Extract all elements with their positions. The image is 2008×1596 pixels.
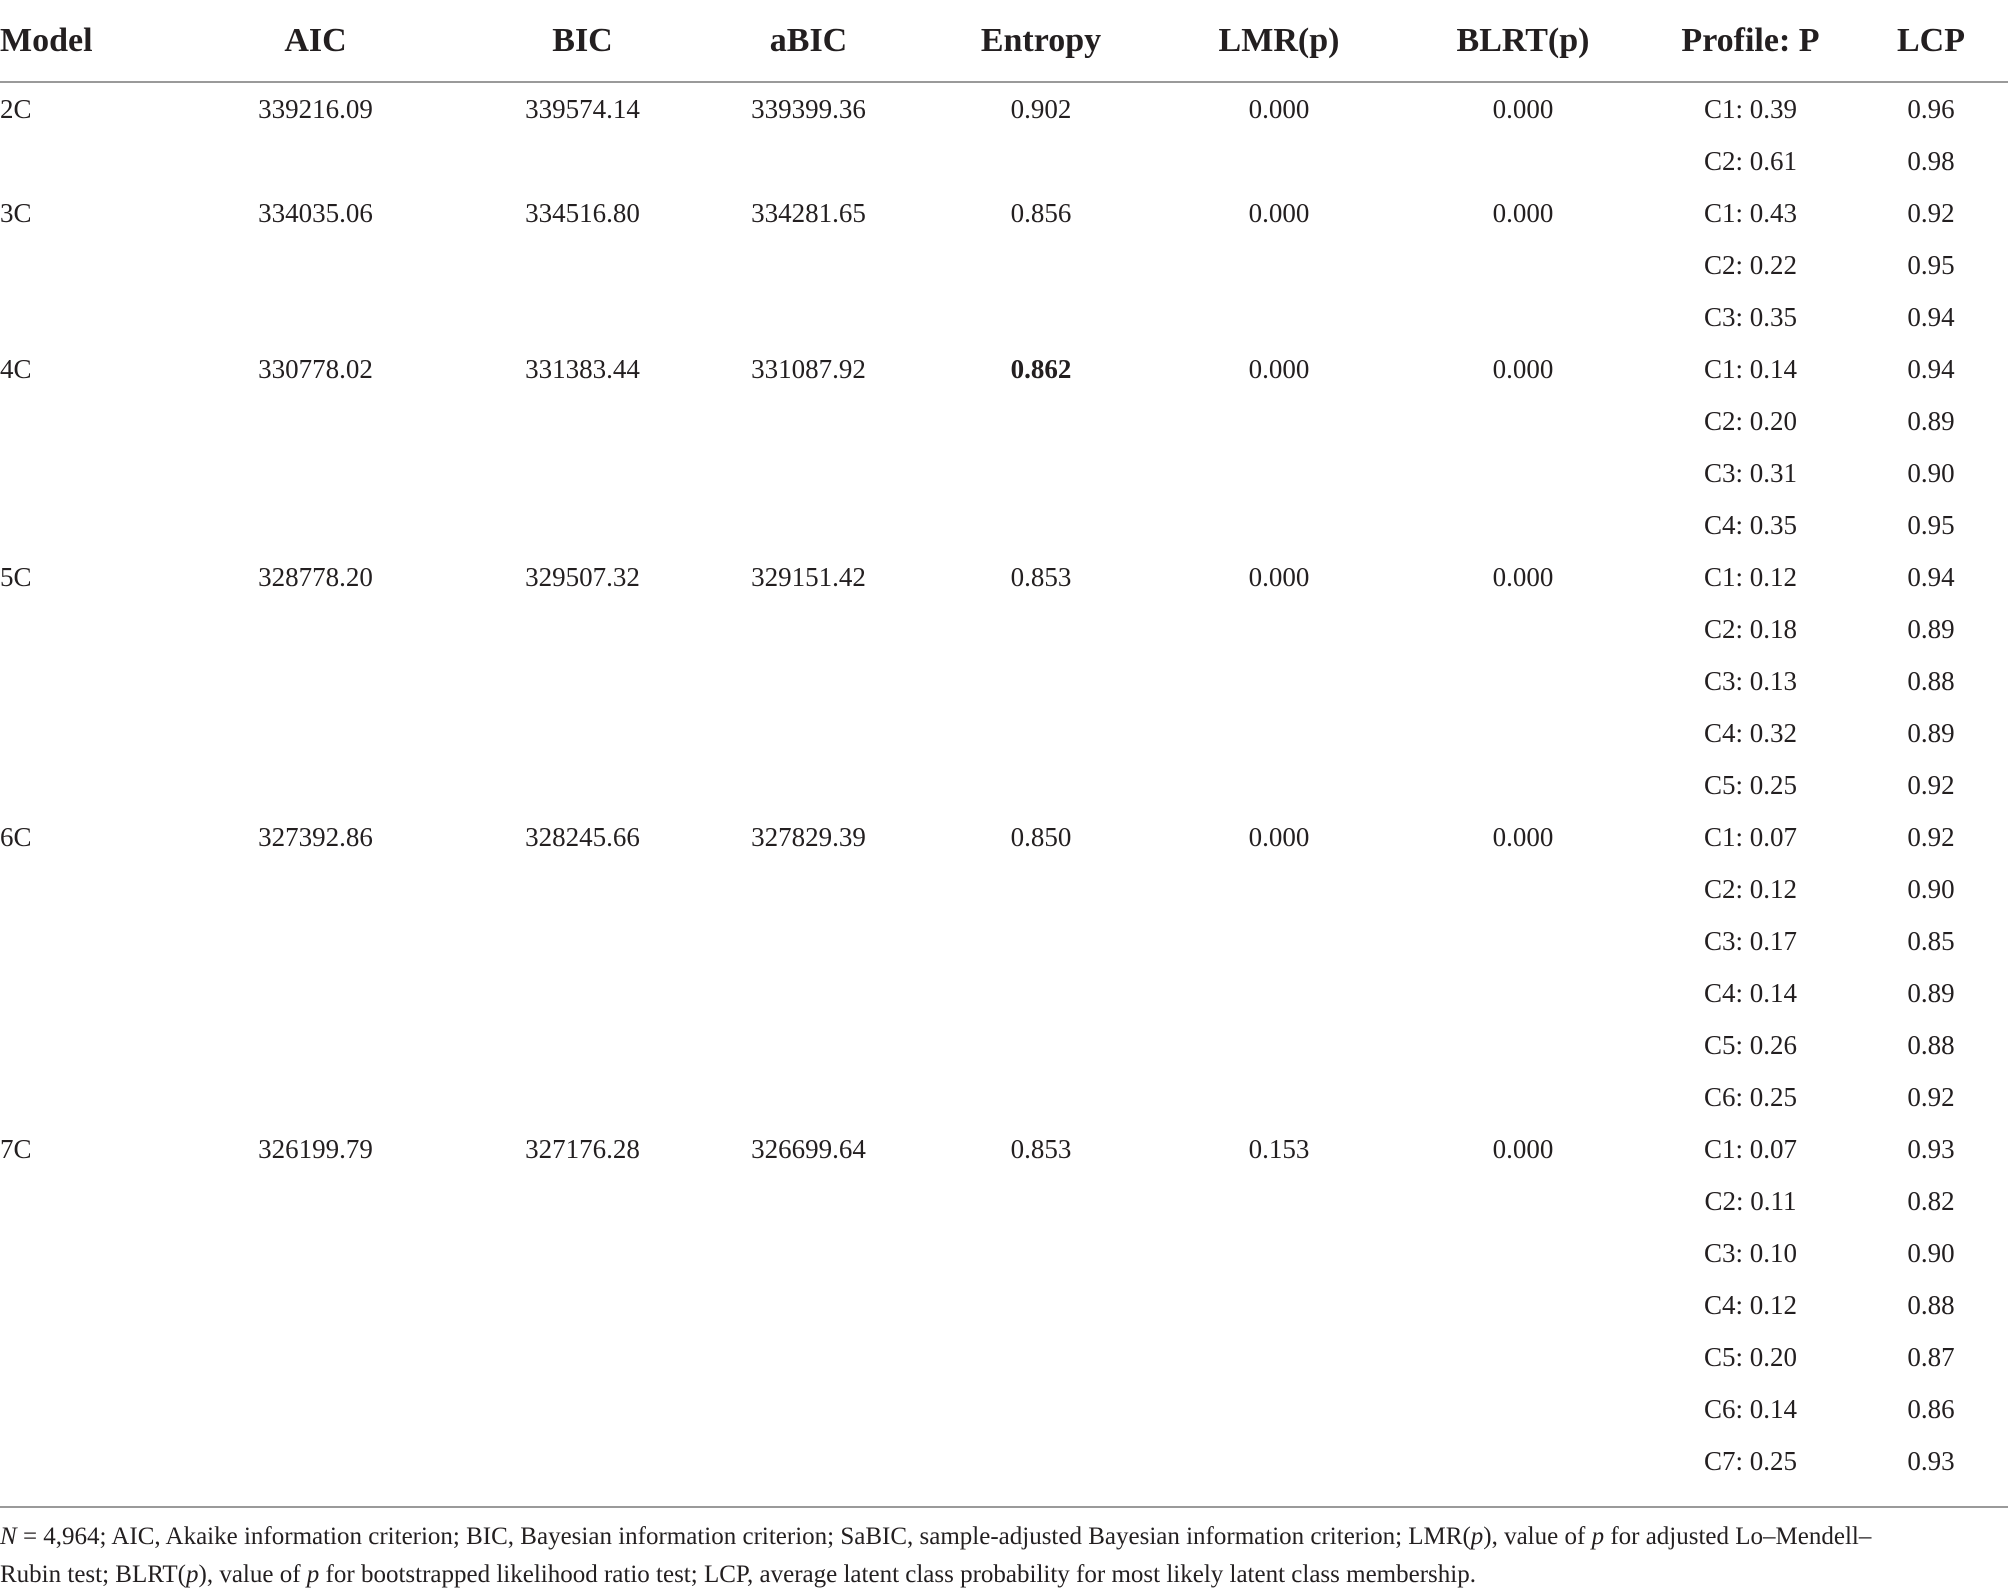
cell-bic: 327176.28 <box>525 1134 640 1164</box>
cell-model <box>0 1071 160 1123</box>
cell-model: 3C <box>0 198 32 228</box>
cell-empty <box>1159 1227 1399 1279</box>
cell-empty <box>1399 707 1647 759</box>
header-aic: AIC <box>160 0 471 82</box>
cell-model <box>0 915 160 967</box>
cell-model <box>0 967 160 1019</box>
cell-empty <box>1399 1019 1647 1071</box>
cell-profile: C4: 0.14 <box>1703 978 1797 1008</box>
table-row <box>0 1019 2008 1071</box>
cell-model <box>0 1435 160 1487</box>
cell-abic: 334281.65 <box>751 198 866 228</box>
table-row <box>0 759 2008 811</box>
table-row <box>0 499 2008 551</box>
cell-lcp: 0.92 <box>1907 770 1955 800</box>
cell-lcp: 0.93 <box>1907 1134 1955 1164</box>
cell-empty <box>160 1383 471 1435</box>
cell-empty <box>923 291 1159 343</box>
cell-model <box>0 395 160 447</box>
cell-empty <box>471 1383 694 1435</box>
cell-empty <box>1399 135 1647 187</box>
cell-empty <box>160 1071 471 1123</box>
cell-lcp: 0.96 <box>1907 94 1955 124</box>
cell-lcp: 0.89 <box>1907 978 1955 1008</box>
cell-empty <box>923 967 1159 1019</box>
table-row <box>0 239 2008 291</box>
cell-model <box>0 1279 160 1331</box>
header-profile: Profile: P <box>1647 0 1854 82</box>
cell-empty <box>923 447 1159 499</box>
cell-empty <box>923 499 1159 551</box>
cell-lcp: 0.90 <box>1907 874 1955 904</box>
cell-aic: 330778.02 <box>258 354 373 384</box>
cell-abic: 331087.92 <box>751 354 866 384</box>
cell-empty <box>160 1227 471 1279</box>
cell-model <box>0 759 160 811</box>
cell-abic: 327829.39 <box>751 822 866 852</box>
table-row <box>0 655 2008 707</box>
header-lcp: LCP <box>1854 0 2008 82</box>
cell-empty <box>471 1071 694 1123</box>
footnote-segment: ), value of <box>198 1561 307 1588</box>
cell-empty <box>471 759 694 811</box>
cell-empty <box>1159 759 1399 811</box>
table-row <box>0 343 2008 395</box>
cell-empty <box>923 707 1159 759</box>
cell-empty <box>160 447 471 499</box>
cell-profile: C6: 0.14 <box>1703 1394 1797 1424</box>
cell-lcp: 0.89 <box>1907 718 1955 748</box>
cell-empty <box>1399 1435 1647 1487</box>
cell-empty <box>471 499 694 551</box>
cell-empty <box>694 1383 923 1435</box>
cell-empty <box>694 603 923 655</box>
cell-model <box>0 1331 160 1383</box>
footnote-segment: = 4,964; AIC, Akaike information criterion; BIC, Bayesian information criterion; SaBIC, sample-adjusted Bayesian information criterion; LMR( <box>16 1523 1471 1550</box>
cell-empty <box>471 395 694 447</box>
cell-empty <box>160 239 471 291</box>
cell-empty <box>694 759 923 811</box>
table-row <box>0 1175 2008 1227</box>
cell-model: 5C <box>0 562 32 592</box>
table-row <box>0 82 2008 135</box>
cell-model <box>0 655 160 707</box>
table-body <box>0 82 2008 1487</box>
table-row <box>0 1071 2008 1123</box>
cell-lcp: 0.87 <box>1907 1342 1955 1372</box>
cell-lmr: 0.000 <box>1248 562 1310 592</box>
cell-empty <box>694 135 923 187</box>
cell-empty <box>471 1175 694 1227</box>
cell-empty <box>471 707 694 759</box>
cell-model <box>0 863 160 915</box>
cell-empty <box>1159 499 1399 551</box>
table-header-row <box>0 0 2008 82</box>
cell-lcp: 0.92 <box>1907 1082 1955 1112</box>
cell-abic: 326699.64 <box>751 1134 866 1164</box>
cell-empty <box>923 395 1159 447</box>
footnote-segment: for bootstrapped likelihood ratio test; LCP, average latent class probability for most likely latent class membership. <box>319 1561 1476 1588</box>
cell-lmr: 0.000 <box>1248 94 1310 124</box>
cell-blrt: 0.000 <box>1492 354 1554 384</box>
cell-entropy: 0.862 <box>1010 354 1072 384</box>
cell-empty <box>923 603 1159 655</box>
cell-lcp: 0.92 <box>1907 198 1955 228</box>
cell-empty <box>160 395 471 447</box>
cell-profile: C4: 0.12 <box>1703 1290 1797 1320</box>
cell-empty <box>1399 759 1647 811</box>
table-row <box>0 1435 2008 1487</box>
cell-bic: 339574.14 <box>525 94 640 124</box>
table-row <box>0 863 2008 915</box>
cell-abic: 339399.36 <box>751 94 866 124</box>
cell-empty <box>471 239 694 291</box>
cell-model <box>0 291 160 343</box>
cell-empty <box>160 291 471 343</box>
cell-empty <box>160 1175 471 1227</box>
cell-empty <box>471 447 694 499</box>
cell-empty <box>1159 1019 1399 1071</box>
cell-bic: 331383.44 <box>525 354 640 384</box>
cell-empty <box>471 863 694 915</box>
cell-empty <box>694 1019 923 1071</box>
cell-lcp: 0.94 <box>1907 562 1955 592</box>
cell-empty <box>160 863 471 915</box>
footnote-segment: p <box>186 1561 199 1588</box>
table-row <box>0 395 2008 447</box>
table-row <box>0 811 2008 863</box>
table-row <box>0 707 2008 759</box>
cell-empty <box>694 655 923 707</box>
cell-empty <box>923 1175 1159 1227</box>
cell-empty <box>1399 1383 1647 1435</box>
cell-empty <box>1399 395 1647 447</box>
footnote-segment: N <box>0 1523 17 1550</box>
cell-empty <box>1399 967 1647 1019</box>
table-row <box>0 551 2008 603</box>
cell-bic: 334516.80 <box>525 198 640 228</box>
table-row <box>0 187 2008 239</box>
cell-lcp: 0.94 <box>1907 354 1955 384</box>
cell-empty <box>160 967 471 1019</box>
cell-empty <box>160 499 471 551</box>
cell-empty <box>1399 603 1647 655</box>
cell-lcp: 0.85 <box>1907 926 1955 956</box>
cell-empty <box>1159 291 1399 343</box>
cell-profile: C3: 0.35 <box>1703 302 1797 332</box>
table-row <box>0 1227 2008 1279</box>
cell-empty <box>923 1331 1159 1383</box>
table-row <box>0 1331 2008 1383</box>
cell-empty <box>923 1383 1159 1435</box>
cell-empty <box>694 291 923 343</box>
cell-empty <box>1159 1279 1399 1331</box>
cell-model <box>0 1383 160 1435</box>
cell-empty <box>923 1279 1159 1331</box>
cell-empty <box>471 135 694 187</box>
cell-empty <box>1159 603 1399 655</box>
cell-profile: C5: 0.25 <box>1703 770 1797 800</box>
header-lmr: LMR(p) <box>1159 0 1399 82</box>
cell-empty <box>1399 291 1647 343</box>
table-row <box>0 967 2008 1019</box>
cell-empty <box>694 967 923 1019</box>
cell-empty <box>1159 915 1399 967</box>
cell-profile: C1: 0.43 <box>1703 198 1797 228</box>
cell-lcp: 0.88 <box>1907 666 1955 696</box>
cell-lcp: 0.95 <box>1907 510 1955 540</box>
cell-empty <box>694 395 923 447</box>
cell-model <box>0 1175 160 1227</box>
table-row <box>0 291 2008 343</box>
cell-lcp: 0.89 <box>1907 406 1955 436</box>
cell-empty <box>1399 863 1647 915</box>
footnote-segment: p <box>1591 1523 1605 1550</box>
cell-profile: C1: 0.14 <box>1703 354 1797 384</box>
cell-entropy: 0.853 <box>1010 562 1072 592</box>
cell-abic: 329151.42 <box>751 562 866 592</box>
cell-profile: C1: 0.07 <box>1703 822 1797 852</box>
cell-lcp: 0.88 <box>1907 1290 1955 1320</box>
cell-empty <box>694 1435 923 1487</box>
cell-lmr: 0.153 <box>1248 1134 1310 1164</box>
cell-lcp: 0.95 <box>1907 250 1955 280</box>
cell-empty <box>1159 1175 1399 1227</box>
cell-empty <box>1399 655 1647 707</box>
cell-profile: C1: 0.12 <box>1703 562 1797 592</box>
cell-empty <box>1399 915 1647 967</box>
cell-lcp: 0.88 <box>1907 1030 1955 1060</box>
cell-blrt: 0.000 <box>1492 94 1554 124</box>
cell-empty <box>160 1435 471 1487</box>
cell-entropy: 0.856 <box>1010 198 1072 228</box>
table-bottom-rule <box>0 1506 2008 1508</box>
cell-empty <box>1159 707 1399 759</box>
cell-empty <box>471 291 694 343</box>
cell-empty <box>1159 395 1399 447</box>
cell-empty <box>923 239 1159 291</box>
cell-empty <box>471 967 694 1019</box>
cell-lcp: 0.90 <box>1907 1238 1955 1268</box>
cell-empty <box>694 1279 923 1331</box>
table-row <box>0 1383 2008 1435</box>
cell-empty <box>160 1331 471 1383</box>
cell-empty <box>1399 1071 1647 1123</box>
header-model: Model <box>0 0 160 82</box>
cell-model: 7C <box>0 1134 32 1164</box>
cell-empty <box>1399 1331 1647 1383</box>
cell-empty <box>160 135 471 187</box>
cell-empty <box>471 655 694 707</box>
cell-empty <box>923 759 1159 811</box>
table-row <box>0 1279 2008 1331</box>
cell-empty <box>694 239 923 291</box>
cell-profile: C3: 0.10 <box>1703 1238 1797 1268</box>
cell-empty <box>471 1019 694 1071</box>
cell-profile: C3: 0.17 <box>1703 926 1797 956</box>
cell-empty <box>923 1435 1159 1487</box>
cell-empty <box>923 655 1159 707</box>
cell-profile: C1: 0.39 <box>1703 94 1797 124</box>
cell-empty <box>471 603 694 655</box>
cell-empty <box>1159 967 1399 1019</box>
cell-empty <box>160 759 471 811</box>
cell-model: 4C <box>0 354 32 384</box>
cell-aic: 327392.86 <box>258 822 373 852</box>
cell-lcp: 0.98 <box>1907 146 1955 176</box>
cell-empty <box>1399 1279 1647 1331</box>
cell-empty <box>1399 239 1647 291</box>
cell-aic: 328778.20 <box>258 562 373 592</box>
cell-bic: 328245.66 <box>525 822 640 852</box>
cell-lcp: 0.90 <box>1907 458 1955 488</box>
cell-model <box>0 499 160 551</box>
cell-empty <box>694 707 923 759</box>
table-row <box>0 603 2008 655</box>
table-footnote <box>0 1518 1900 1594</box>
cell-profile: C7: 0.25 <box>1703 1446 1797 1476</box>
cell-lmr: 0.000 <box>1248 822 1310 852</box>
cell-entropy: 0.850 <box>1010 822 1072 852</box>
cell-profile: C1: 0.07 <box>1703 1134 1797 1164</box>
cell-model <box>0 1019 160 1071</box>
cell-empty <box>923 1071 1159 1123</box>
cell-empty <box>923 863 1159 915</box>
cell-empty <box>471 1331 694 1383</box>
cell-model <box>0 447 160 499</box>
cell-aic: 334035.06 <box>258 198 373 228</box>
cell-model <box>0 239 160 291</box>
cell-blrt: 0.000 <box>1492 822 1554 852</box>
cell-model: 6C <box>0 822 32 852</box>
cell-empty <box>694 1175 923 1227</box>
table-row <box>0 135 2008 187</box>
header-bic: BIC <box>471 0 694 82</box>
cell-empty <box>1159 1331 1399 1383</box>
cell-empty <box>1159 239 1399 291</box>
cell-lcp: 0.82 <box>1907 1186 1955 1216</box>
cell-empty <box>923 1019 1159 1071</box>
cell-profile: C4: 0.35 <box>1703 510 1797 540</box>
cell-empty <box>1399 447 1647 499</box>
cell-entropy: 0.902 <box>1010 94 1072 124</box>
cell-empty <box>1159 655 1399 707</box>
cell-lcp: 0.89 <box>1907 614 1955 644</box>
cell-empty <box>1159 1071 1399 1123</box>
cell-lmr: 0.000 <box>1248 354 1310 384</box>
cell-blrt: 0.000 <box>1492 198 1554 228</box>
cell-empty <box>923 915 1159 967</box>
cell-profile: C2: 0.11 <box>1704 1186 1797 1216</box>
cell-model: 2C <box>0 94 32 124</box>
cell-empty <box>694 1071 923 1123</box>
table-row <box>0 915 2008 967</box>
cell-bic: 329507.32 <box>525 562 640 592</box>
cell-empty <box>160 1019 471 1071</box>
cell-profile: C5: 0.20 <box>1703 1342 1797 1372</box>
footnote-segment: ), value of <box>1483 1523 1592 1550</box>
cell-profile: C2: 0.18 <box>1703 614 1797 644</box>
cell-aic: 339216.09 <box>258 94 373 124</box>
cell-blrt: 0.000 <box>1492 562 1554 592</box>
cell-profile: C6: 0.25 <box>1703 1082 1797 1112</box>
cell-model <box>0 603 160 655</box>
cell-profile: C3: 0.31 <box>1703 458 1797 488</box>
cell-lmr: 0.000 <box>1248 198 1310 228</box>
cell-empty <box>471 1279 694 1331</box>
header-entropy: Entropy <box>923 0 1159 82</box>
header-abic: aBIC <box>694 0 923 82</box>
cell-empty <box>923 135 1159 187</box>
footnote-segment: p <box>306 1561 320 1588</box>
cell-profile: C2: 0.22 <box>1703 250 1797 280</box>
header-blrt: BLRT(p) <box>1399 0 1647 82</box>
cell-empty <box>694 863 923 915</box>
table-row <box>0 447 2008 499</box>
cell-model <box>0 1227 160 1279</box>
cell-empty <box>471 1435 694 1487</box>
cell-model <box>0 707 160 759</box>
cell-empty <box>160 915 471 967</box>
cell-empty <box>1159 135 1399 187</box>
cell-aic: 326199.79 <box>258 1134 373 1164</box>
cell-empty <box>160 603 471 655</box>
cell-empty <box>694 1227 923 1279</box>
cell-lcp: 0.93 <box>1907 1446 1955 1476</box>
table-row <box>0 1123 2008 1175</box>
cell-empty <box>694 499 923 551</box>
cell-profile: C4: 0.32 <box>1703 718 1797 748</box>
cell-empty <box>1159 1435 1399 1487</box>
cell-entropy: 0.853 <box>1010 1134 1072 1164</box>
cell-profile: C2: 0.12 <box>1703 874 1797 904</box>
cell-empty <box>160 655 471 707</box>
cell-empty <box>694 915 923 967</box>
cell-lcp: 0.92 <box>1907 822 1955 852</box>
cell-empty <box>160 707 471 759</box>
cell-profile: C5: 0.26 <box>1703 1030 1797 1060</box>
cell-empty <box>694 1331 923 1383</box>
cell-profile: C3: 0.13 <box>1703 666 1797 696</box>
cell-blrt: 0.000 <box>1492 1134 1554 1164</box>
cell-empty <box>1399 499 1647 551</box>
cell-empty <box>923 1227 1159 1279</box>
cell-lcp: 0.94 <box>1907 302 1955 332</box>
cell-empty <box>1159 447 1399 499</box>
cell-empty <box>471 1227 694 1279</box>
cell-empty <box>1159 1383 1399 1435</box>
cell-empty <box>1159 863 1399 915</box>
cell-empty <box>1399 1227 1647 1279</box>
cell-lcp: 0.86 <box>1907 1394 1955 1424</box>
cell-empty <box>160 1279 471 1331</box>
footnote-segment: for adjusted Lo–Mendell–Rubin test; BLRT( <box>0 1523 1872 1588</box>
cell-profile: C2: 0.20 <box>1703 406 1797 436</box>
cell-model <box>0 135 160 187</box>
cell-empty <box>694 447 923 499</box>
cell-empty <box>1399 1175 1647 1227</box>
cell-empty <box>471 915 694 967</box>
cell-profile: C2: 0.61 <box>1703 146 1797 176</box>
footnote-segment: p <box>1470 1523 1484 1550</box>
